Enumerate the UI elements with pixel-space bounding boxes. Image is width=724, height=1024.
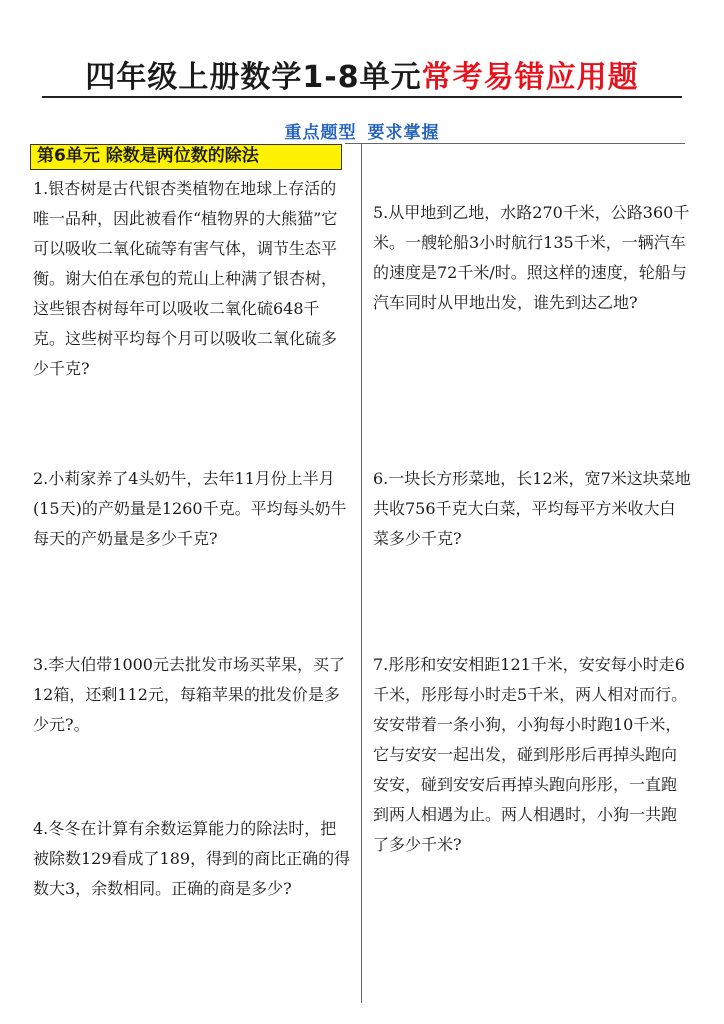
question-7: 7.彤彤和安安相距121千米，安安每小时走6千米，彤彤每小时走5千米，两人相对而行。安安带着一条小狗，小狗每小时跑10千米，它与安安一起出发，碰到彤彤后再掉头跑向安安，碰到安安后再掉头跑向彤彤，一直跑到两人相遇为止。两人相遇时，小狗一共跑了多少千米? xyxy=(373,655,688,854)
question-2: 2.小莉家养了4头奶牛，去年11月份上半月(15天)的产奶量是1260千克。平均每头奶牛每天的产奶量是多少千克? xyxy=(33,469,347,548)
question-3: 3.李大伯带1000元去批发市场买苹果，买了12箱，还剩112元，每箱苹果的批发价是多少元?。 xyxy=(33,655,345,734)
top-divider xyxy=(345,143,685,144)
question-5: 5.从甲地到乙地，水路270千米，公路360千米。一艘轮船3小时航行135千米，一辆汽车的速度是72千米/时。照这样的速度，轮船与汽车同时从甲地出发，谁先到达乙地? xyxy=(373,203,690,312)
page-title xyxy=(0,52,724,96)
unit-badge: 第6单元 除数是两位数的除法 xyxy=(30,144,342,170)
question-4: 4.冬冬在计算有余数运算能力的除法时，把被除数129看成了189，得到的商比正确的得数大3，余数相同。正确的商是多少? xyxy=(33,819,351,898)
column-divider xyxy=(361,143,362,1003)
title-underline xyxy=(42,96,682,98)
question-1: 1.银杏树是古代银杏类植物在地球上存活的唯一品种，因此被看作“植物界的大熊猫”它可以吸收二氧化硫等有害气体，调节生态平衡。谢大伯在承包的荒山上种满了银杏树，这些银杏树每年可以吸收二氧化硫648千克。这些树平均每个月可以吸收二氧化硫多少千克? xyxy=(33,179,338,378)
title-highlight: 常考易错应用题 xyxy=(421,60,639,95)
title-main: 四年级上册数学1-8单元 xyxy=(85,60,422,95)
subtitle: 重点题型 要求掌握 xyxy=(284,123,440,143)
question-6: 6.一块长方形菜地，长12米，宽7米这块菜地共收756千克大白菜，平均每平方米收大白菜多少千克? xyxy=(373,469,691,548)
